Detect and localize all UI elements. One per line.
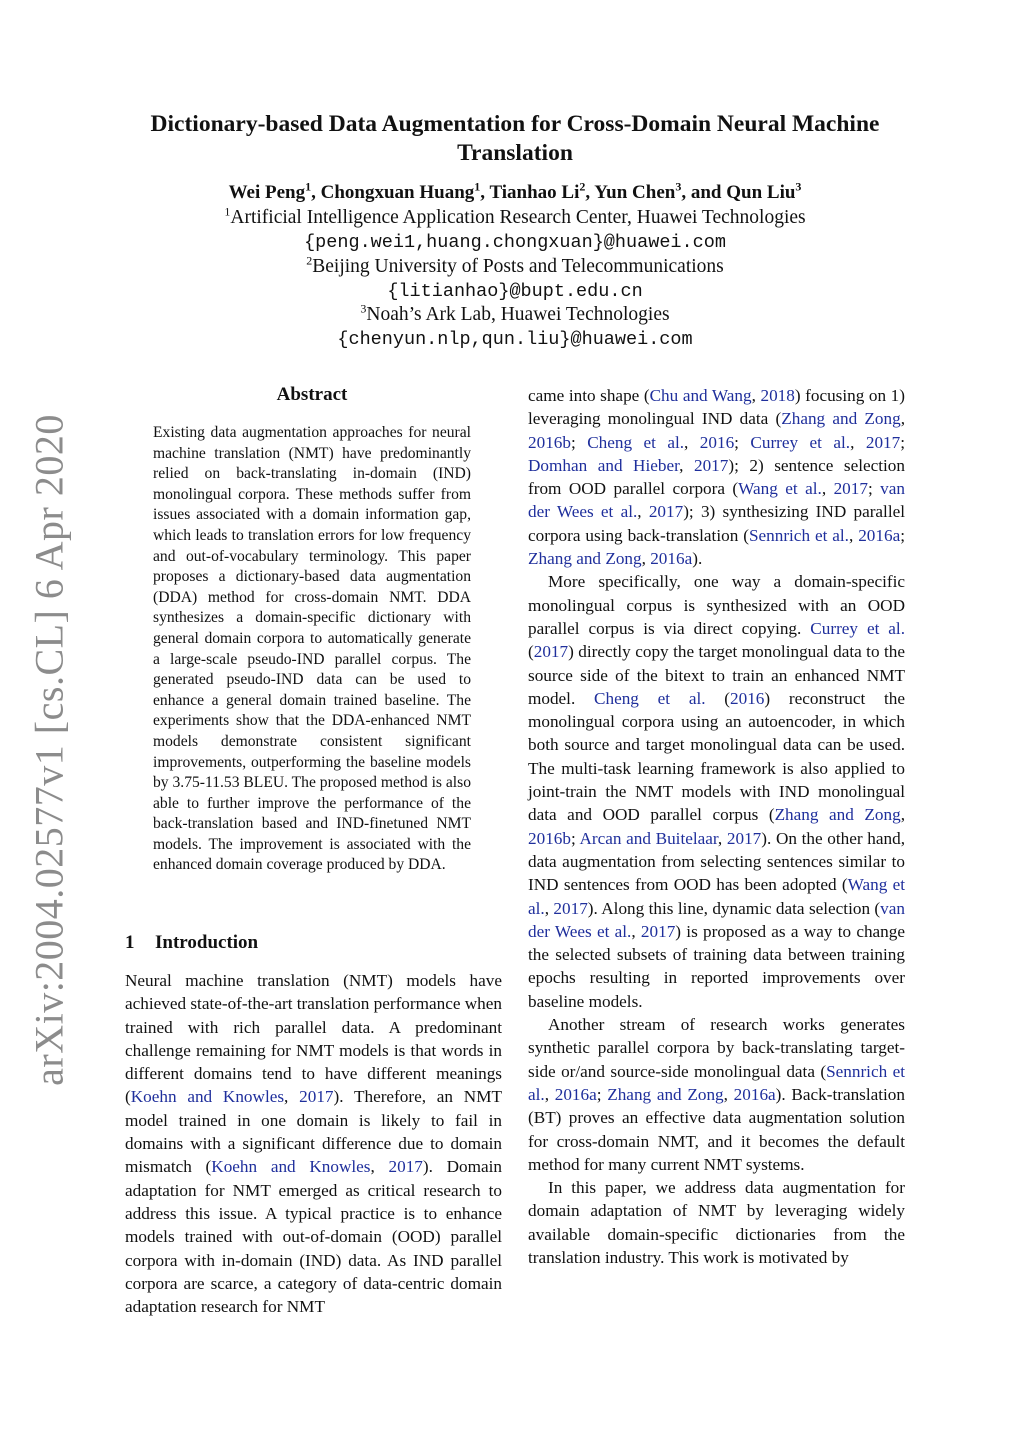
- citation-link[interactable]: 2016a: [554, 1084, 597, 1104]
- citation-link[interactable]: 2017: [865, 432, 901, 452]
- citation-link[interactable]: 2017: [693, 455, 729, 475]
- author-separator: ,: [585, 182, 595, 203]
- citation-link[interactable]: 2017: [533, 642, 569, 662]
- citation-link[interactable]: 2016a: [733, 1084, 776, 1104]
- citation-link[interactable]: 2017: [640, 921, 676, 941]
- citation-link[interactable]: Cheng et al.: [594, 688, 706, 708]
- author-affiliation-marker: 1: [474, 179, 481, 194]
- abstract-heading: Abstract: [276, 384, 348, 405]
- citation-link[interactable]: Chu and Wang: [649, 386, 752, 405]
- citation-link[interactable]: 2018: [760, 386, 795, 405]
- citation-link[interactable]: Wang et al.: [528, 875, 905, 918]
- affiliation-email-1[interactable]: {peng.wei1,huang.chongxuan}@huawei.com: [304, 232, 726, 253]
- author-name: Qun Liu: [726, 182, 796, 203]
- body-paragraph: came into shape (Chu and Wang, 2018) focusing on 1) leveraging monolingual IND data (Zhang and Zong, 2016b; Cheng et al., 2016; Currey et al., 2017; Domhan and Hieber, 2017); 2) sentence selection from OOD parallel corpora (Wang et al., 2017; van der Wees et al., 2017); 3) synthesizing IND parallel corpora using back-translation (Sennrich et al., 2016a; Zhang and Zong, 2016a).: [528, 386, 906, 569]
- author-separator: ,: [480, 182, 490, 203]
- citation-link[interactable]: Koehn and Knowles: [211, 1157, 371, 1177]
- citation-link[interactable]: 2016: [699, 432, 735, 452]
- citation-link[interactable]: van der Wees et al.: [528, 479, 905, 522]
- affiliation-number: 2: [306, 253, 313, 268]
- body-paragraph: In this paper, we address data augmentation for domain adaptation of NMT by leveraging widely available domain-specific dictionaries from the translation industry. This work is motivated by: [528, 1178, 905, 1267]
- affiliation-name: Noah’s Ark Lab, Huawei Technologies: [366, 304, 670, 325]
- author-name: Tianhao Li: [489, 182, 580, 203]
- citation-link[interactable]: Sennrich et al.: [528, 1061, 905, 1104]
- author-affiliation-marker: 3: [795, 179, 802, 194]
- citation-link[interactable]: Zhang and Zong: [528, 549, 642, 569]
- citation-link[interactable]: 2017: [299, 1087, 334, 1107]
- affiliation-3: [120, 303, 910, 327]
- affiliation-email-2[interactable]: {litianhao}@bupt.edu.cn: [387, 281, 643, 302]
- citation-link[interactable]: 2017: [833, 479, 868, 499]
- citation-link[interactable]: Currey et al.: [750, 432, 851, 452]
- affiliation-email-3[interactable]: {chenyun.nlp,qun.liu}@huawei.com: [337, 329, 693, 350]
- affiliation-number: 1: [224, 204, 231, 219]
- author-list: [120, 180, 910, 206]
- citation-link[interactable]: 2016b: [528, 432, 571, 452]
- citation-link[interactable]: 2016: [730, 688, 765, 708]
- affiliation-1: [120, 206, 910, 230]
- citation-link[interactable]: 2017: [648, 502, 684, 522]
- citation-link[interactable]: Zhang and Zong: [607, 1084, 724, 1104]
- section-heading: [125, 932, 258, 954]
- body-paragraph: Another stream of research works generates synthetic parallel corpora by back-translating target-side or/and source-side monolingual data (Sennrich et al., 2016a; Zhang and Zong, 2016a). Back-translation (BT) proves an effective data augmentation solution for cross-domain NMT, and it becomes the default method for many current NMT systems.: [528, 1015, 905, 1174]
- citation-link[interactable]: van der Wees et al.: [528, 898, 905, 941]
- citation-link[interactable]: 2017: [726, 828, 762, 848]
- author-name: Yun Chen: [594, 182, 676, 203]
- author-name: Chongxuan Huang: [320, 182, 475, 203]
- citation-link[interactable]: Wang et al.: [738, 479, 822, 499]
- citation-link[interactable]: 2016a: [650, 549, 693, 569]
- author-affiliation-marker: 2: [579, 179, 586, 194]
- citation-link[interactable]: Sennrich et al.: [748, 525, 849, 545]
- body-paragraph: More specifically, one way a domain-specific monolingual corpus is synthesized with an OOD parallel corpus is via direct copying. Currey et al. (2017) directly copy the target monolingual data to the source side of the bitext to train an enhanced NMT model. Cheng et al. (2016) reconstruct the monolingual corpora using an autoencoder, in which both source and target monolingual data can be used. The multi-task learning framework is also applied to joint-train the NMT models with IND monolingual data and OOD parallel corpus (Zhang and Zong, 2016b; Arcan and Buitelaar, 2017). On the other hand, data augmentation from selecting sentences similar to IND sentences from OOD has been adopted (Wang et al., 2017). Along this line, dynamic data selection (van der Wees et al., 2017) is proposed as a way to change the selected subsets of training data between training epochs resulting in reported improvements over baseline models.: [528, 572, 905, 1011]
- citation-link[interactable]: Zhang and Zong: [774, 805, 901, 825]
- body-paragraph: Neural machine translation (NMT) models have achieved state-of-the-art translation performance when trained with rich parallel data. A predominant challenge remaining for NMT models is that words in different domains tend to have different meanings (Koehn and Knowles, 2017). Therefore, an NMT model trained in one domain is likely to fail in domains with a significant difference due to domain mismatch (Koehn and Knowles, 2017). Domain adaptation for NMT emerged as critical research to address this issue. A typical practice is to enhance models trained with out-of-domain (OOD) parallel corpora with in-domain (IND) data. As IND parallel corpora are scarce, a category of data-centric domain adaptation research for NMT: [125, 971, 503, 1317]
- citation-link[interactable]: 2017: [388, 1157, 423, 1177]
- author-affiliation-marker: 3: [675, 179, 682, 194]
- intro-column-left: [125, 969, 502, 1318]
- affiliation-name: Beijing University of Posts and Telecommunications: [312, 256, 724, 277]
- citation-link[interactable]: Koehn and Knowles: [130, 1087, 285, 1107]
- citation-link[interactable]: Cheng et al.: [587, 432, 685, 452]
- citation-link[interactable]: Domhan and Hieber: [528, 455, 680, 475]
- author-name: Wei Peng: [228, 182, 306, 203]
- citation-link[interactable]: Zhang and Zong: [781, 409, 901, 429]
- citation-link[interactable]: 2017: [553, 898, 588, 918]
- citation-link[interactable]: Currey et al.: [810, 618, 905, 638]
- affiliation-number: 3: [360, 301, 367, 316]
- intro-column-right: [528, 384, 905, 1269]
- author-affiliation-marker: 1: [305, 179, 312, 194]
- abstract-text: Existing data augmentation approaches for neural machine translation (NMT) have predominantly relied on back-translating in-domain (IND) monolingual corpora. These methods suffer from issues associated with a domain information gap, which leads to translation errors for low frequency and out-of-vocabulary terminology. This paper proposes a dictionary-based data augmentation (DDA) method for cross-domain NMT. DDA synthesizes a domain-specific dictionary with general domain corpora to automatically generate a large-scale pseudo-IND parallel corpus. The generated pseudo-IND data can be used to enhance a general domain trained baseline. The experiments show that the DDA-enhanced NMT models demonstrate consistent significant improvements, outperforming the baseline models by 3.75-11.53 BLEU. The proposed method is also able to further improve the performance of the back-translation based and IND-finetuned NMT models. The improvement is associated with the enhanced domain coverage produced by DDA.: [153, 424, 471, 874]
- citation-link[interactable]: Arcan and Buitelaar: [579, 828, 718, 848]
- section-title: Introduction: [155, 932, 259, 953]
- citation-link[interactable]: 2016b: [528, 828, 571, 848]
- affiliation-name: Artificial Intelligence Application Research Center, Huawei Technologies: [230, 207, 806, 228]
- citation-link[interactable]: 2016a: [858, 525, 901, 545]
- section-number: 1: [125, 932, 135, 953]
- author-separator: ,: [311, 182, 321, 203]
- arxiv-identifier: arXiv:2004.02577v1 [cs.CL] 6 Apr 2020: [26, 414, 72, 1086]
- affiliation-2: [120, 255, 910, 279]
- paper-title: Dictionary-based Data Augmentation for Cross-Domain Neural Machine Translation: [150, 111, 880, 166]
- author-separator: , and: [681, 182, 727, 203]
